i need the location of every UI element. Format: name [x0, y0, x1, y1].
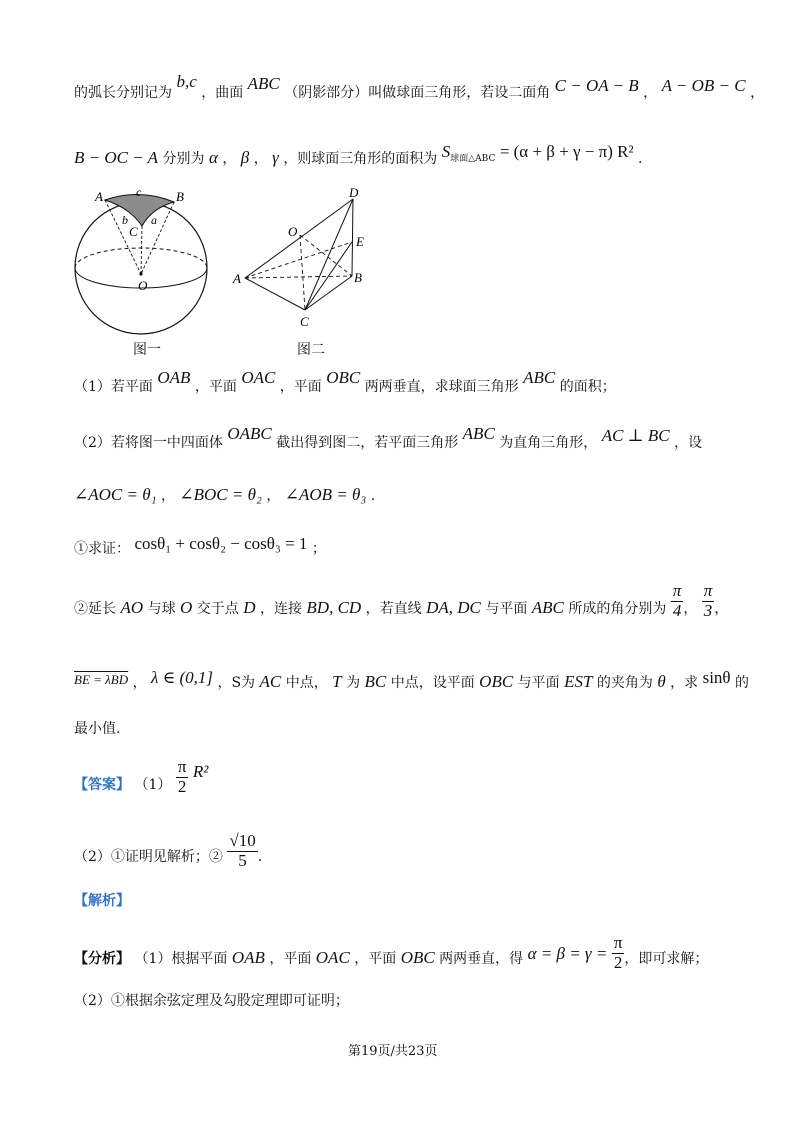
- analysis-subtag: 【分析】: [74, 951, 130, 968]
- text: ，: [750, 85, 765, 101]
- math-BD-CD: BD, CD: [306, 598, 362, 618]
- text: ，: [253, 151, 268, 167]
- text: 所成的角分别为: [568, 601, 667, 618]
- math-OBC: OBC: [479, 672, 514, 691]
- numerator: √10: [229, 831, 256, 850]
- text: ，: [222, 151, 237, 167]
- numerator: π: [672, 581, 682, 600]
- math-OAC: OAC: [241, 368, 276, 387]
- denominator: 2: [177, 776, 187, 796]
- text: ，平面: [354, 951, 397, 968]
- text: ；: [311, 541, 326, 557]
- math-area-formula: = (α + β + γ − π) R²: [499, 142, 634, 161]
- page-footer: 第19页/共23页: [348, 1044, 438, 1059]
- math-EST: EST: [564, 672, 593, 691]
- text: ，: [160, 488, 175, 504]
- text: 的: [735, 675, 750, 691]
- figure-tetrahedron: [230, 186, 375, 331]
- math-abc: ABC: [247, 74, 280, 93]
- math-AC: AC: [259, 672, 282, 691]
- fraction-pi-over-2: [612, 934, 625, 972]
- fig2-caption: 图二: [297, 342, 325, 358]
- math-O: O: [180, 598, 193, 618]
- text: ，: [132, 675, 147, 691]
- math-beta: β: [240, 148, 250, 167]
- question-2: [74, 424, 703, 452]
- text: 与球: [147, 601, 176, 618]
- fig2-label-A: A: [233, 271, 241, 286]
- text: ，若直线: [365, 601, 422, 618]
- question-2-part-1: [74, 534, 326, 558]
- text: ，平面: [269, 951, 312, 968]
- text: ，: [714, 601, 729, 618]
- fig2-label-O: O: [288, 224, 298, 239]
- text: .: [370, 488, 376, 504]
- text: ①求证：: [74, 541, 130, 557]
- denominator: 3: [703, 600, 713, 620]
- denominator: 4: [672, 600, 682, 620]
- fig2-label-D: D: [349, 186, 359, 200]
- math-perpendicular: AC ⊥ BC: [601, 426, 670, 445]
- text: ，即可求解；: [624, 951, 709, 968]
- math-OAB: OAB: [231, 948, 265, 968]
- fig1-label-c: c: [136, 186, 142, 199]
- fig1-label-a: a: [151, 213, 157, 227]
- math-OABC: OABC: [227, 424, 272, 443]
- text: （阴影部分）叫做球面三角形，若设二面角: [284, 85, 551, 101]
- math-ABC: ABC: [531, 598, 564, 618]
- text: 两两垂直，得: [439, 951, 524, 968]
- question-1: [74, 368, 616, 396]
- fraction-pi-over-3: [702, 582, 715, 620]
- text: 截出得到图二，若平面三角形: [276, 435, 459, 451]
- math-OBC: OBC: [326, 368, 361, 387]
- math-OAB: OAB: [157, 368, 191, 387]
- text: （2）若将图一中四面体: [74, 435, 223, 451]
- text: ，曲面: [201, 85, 244, 101]
- text: .: [257, 849, 263, 866]
- math-ABC: ABC: [523, 368, 556, 387]
- text: ②延长: [74, 601, 116, 618]
- text: ，平面: [279, 379, 322, 395]
- text: （2）①根据余弦定理及勾股定理即可证明；: [74, 993, 349, 1009]
- math-OAC: OAC: [315, 948, 350, 968]
- analysis-tag: 【解析】: [74, 893, 130, 909]
- fig1-label-B: B: [176, 189, 184, 204]
- math-angle-AOC: ∠AOC = θ₁: [74, 485, 157, 504]
- math-angles-equal: α = β = γ =: [527, 944, 608, 964]
- text: （2）①证明见解析；②: [74, 849, 223, 866]
- text: （1）若平面: [74, 379, 153, 395]
- text: 最小值.: [74, 721, 121, 737]
- math-angle-AOB: ∠AOB = θ₃: [284, 485, 367, 504]
- text: ，求: [670, 675, 699, 691]
- math-vector-relation: BE = λBD: [74, 672, 129, 687]
- line-2: [74, 142, 643, 168]
- text: 中点，设平面: [390, 675, 475, 691]
- text: ，平面: [194, 379, 237, 395]
- text: ，连接: [259, 601, 302, 618]
- fig1-label-O: O: [138, 278, 148, 293]
- math-T: T: [332, 672, 342, 691]
- text: 两两垂直，求球面三角形: [364, 379, 519, 395]
- question-2-part-2-end: [74, 718, 120, 738]
- math-R-squared: R²: [192, 762, 209, 782]
- text: 为直角三角形，: [499, 435, 598, 451]
- math-subscript: 球面△ABC: [450, 154, 496, 164]
- text: ，S为: [217, 675, 256, 691]
- math-cos-identity: cosθ₁ + cosθ₂ − cosθ₃ = 1: [134, 534, 308, 553]
- text: ，: [683, 601, 698, 618]
- text: （1）: [134, 777, 172, 794]
- fig2-label-E: E: [356, 234, 364, 249]
- math-dihedral-2: A − OB − C: [661, 76, 746, 95]
- math-alpha: α: [208, 148, 218, 167]
- text: ，则球面三角形的面积为: [283, 151, 438, 167]
- text: .: [638, 151, 643, 167]
- math-sin-theta: sinθ: [702, 668, 731, 687]
- numerator: π: [613, 933, 623, 952]
- math-theta: θ: [657, 672, 666, 691]
- math-lambda-range: λ ∈ (0,1]: [151, 668, 214, 687]
- figure-sphere: [70, 186, 220, 336]
- text: 的夹角为: [596, 675, 653, 691]
- text: 中点，: [285, 675, 328, 691]
- fig1-caption: 图一: [133, 342, 161, 358]
- math-AO: AO: [120, 598, 144, 618]
- math-bc: b,c: [176, 72, 197, 91]
- math-angle-BOC: ∠BOC = θ₂: [179, 485, 262, 504]
- math-dihedral-3: B − OC − A: [74, 148, 159, 167]
- analysis-line-1: [74, 933, 709, 978]
- analysis-line-2: [74, 990, 349, 1010]
- answer-1: [74, 757, 209, 804]
- question-2-part-2-cont: [74, 668, 750, 692]
- fraction-pi-over-4: [671, 582, 684, 620]
- fig1-label-b: b: [122, 213, 128, 227]
- text: 的面积；: [559, 379, 616, 395]
- math-D: D: [243, 598, 256, 618]
- text: （1）根据平面: [134, 951, 228, 968]
- math-OBC: OBC: [400, 948, 435, 968]
- text: 与平面: [485, 601, 528, 618]
- answer-2: [74, 831, 263, 876]
- math-dihedral-1: C − OA − B: [554, 76, 639, 95]
- text: 的弧长分别记为: [74, 85, 172, 101]
- text: 分别为: [162, 151, 205, 167]
- text: 交于点: [196, 601, 239, 618]
- answer-tag: 【答案】: [74, 777, 130, 794]
- math-S: S: [441, 142, 451, 161]
- fig1-label-A: A: [95, 189, 103, 204]
- text: 与平面: [517, 675, 560, 691]
- question-2-part-2: [74, 581, 729, 628]
- math-BC: BC: [364, 672, 387, 691]
- fig1-label-C: C: [129, 224, 138, 239]
- fig2-label-B: B: [354, 270, 362, 285]
- question-2-angles: [74, 485, 375, 505]
- numerator: π: [177, 757, 187, 776]
- text: 为: [346, 675, 361, 691]
- denominator: 2: [613, 952, 623, 972]
- denominator: 5: [238, 850, 247, 870]
- line-1: [74, 72, 765, 102]
- text: ，: [266, 488, 281, 504]
- math-gamma: γ: [272, 148, 279, 167]
- fraction-sqrt10-over-5: [227, 832, 257, 870]
- math-ABC: ABC: [462, 424, 495, 443]
- math-DA-DC: DA, DC: [426, 598, 481, 618]
- fraction-pi-over-2: [176, 758, 189, 796]
- text: ，设: [674, 435, 703, 451]
- numerator: π: [703, 581, 713, 600]
- text: ，: [643, 85, 658, 101]
- fig2-label-C: C: [300, 314, 309, 329]
